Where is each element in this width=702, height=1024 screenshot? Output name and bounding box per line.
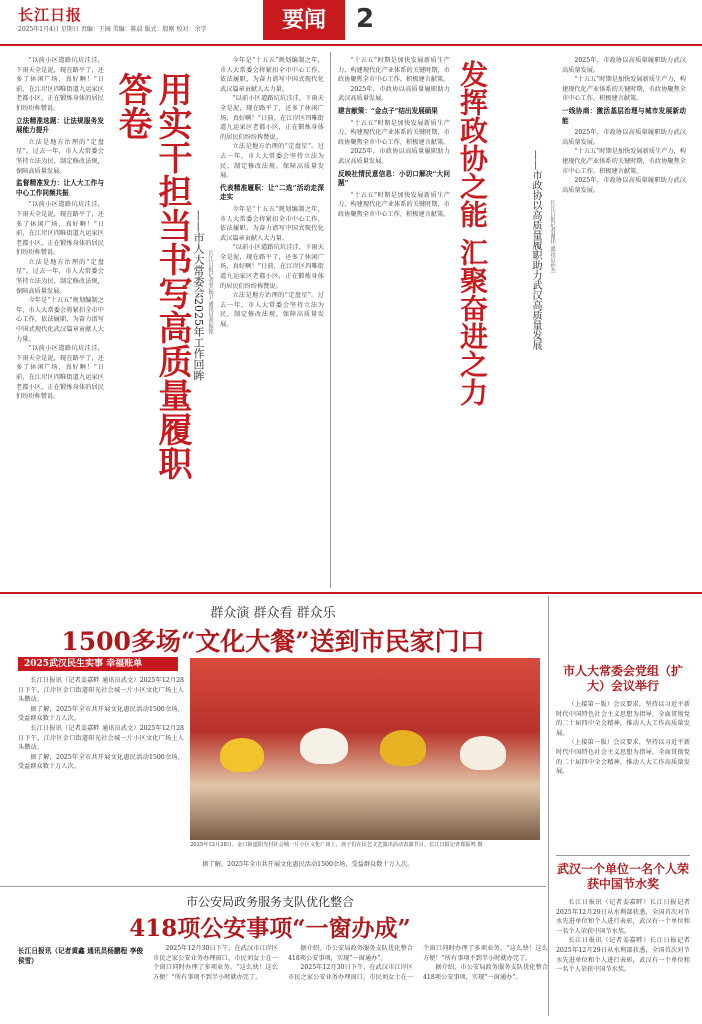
lead-article-column-2 bbox=[220, 56, 324, 591]
lead-paragraph: 立法是地方治理的“定盘星”。过去一年，市人大常委会坚持立法为民，制定修改法规，保障高质量发展。 bbox=[220, 143, 324, 180]
right-paragraph: 2025年，市政协以高质量履职助力武汉高质量发展。 bbox=[562, 57, 686, 74]
right-subheadline: ——市政协以高质量履职助力武汉高质量发展 bbox=[530, 150, 541, 350]
band-paragraph: 据了解，2025年全市共开展文化惠民活动1500余场，受益群众数十万人次。 bbox=[18, 753, 184, 771]
side-headline-2: 武汉一个单位一名个人荣获中国节水奖 bbox=[556, 862, 689, 891]
right-article-column-2 bbox=[562, 56, 686, 590]
right-subhead-2: 一线协商：激活基层治理与城市发展新动能 bbox=[562, 106, 686, 125]
right-paragraph: 2025年，市政协以高质量履职助力武汉高质量发展。 bbox=[562, 177, 686, 194]
right-paragraph: “十五五”时期是加快发展新质生产力，构建现代化产业体系的关键时期，市政协聚焦全市中心工作，积极建言献策。 bbox=[562, 148, 686, 175]
divider bbox=[0, 886, 546, 887]
lead-paragraph: 立法是地方治理的“定盘星”。过去一年，市人大常委会坚持立法为民，制定修改法规，保障高质量发展。 bbox=[16, 258, 104, 295]
lion-head-icon bbox=[460, 736, 506, 770]
right-headline: 发挥政协之能 汇聚奋进之力 bbox=[456, 60, 489, 406]
right-byline: 长江日报记者谢伟 通讯员孙杰 bbox=[549, 200, 555, 274]
photo-caption: 2025年12月28日，金口街道阳光村社会城一片小区文化广场上，孩子们在民艺文艺演出活动表演节目。长江日报记者郑振鸣 摄 bbox=[190, 842, 483, 848]
bottom-paragraph: 据介绍，市公安局政务服务支队优化整合418项公安事项，实现“一窗通办”。 bbox=[423, 964, 548, 981]
section-title: 要闻 bbox=[263, 0, 345, 40]
divider bbox=[556, 855, 690, 856]
side-paragraph: 长江日报讯（记者姜嘉畔）长江日报记者2025年12月29日从水利部获悉，全国首次对节水先进单位和个人进行表彰，武汉有一个单位和一名个人荣获中国节水奖。 bbox=[556, 899, 690, 935]
lion-head-icon bbox=[300, 728, 348, 764]
right-paragraph: 2025年，市政协以高质量履职助力武汉高质量发展。 bbox=[338, 85, 450, 103]
side-headline-1: 市人大常委会党组（扩大）会议举行 bbox=[562, 664, 683, 693]
right-paragraph: 2025年，市政协以高质量履职助力武汉高质量发展。 bbox=[338, 148, 450, 165]
bottom-paragraph: 据介绍，市公安局政务服务支队优化整合418项公安事项，实现“一窗通办”。 bbox=[288, 945, 413, 962]
lion-head-icon bbox=[380, 730, 426, 766]
band-headline: 1500多场“文化大餐”送到市民家门口 bbox=[61, 627, 485, 656]
side-paragraph: 长江日报讯（记者姜嘉畔）长江日报记者2025年12月29日从水利部获悉，全国首次对节水先进单位和个人进行表彰，武汉有一个单位和一名个人荣获中国节水奖。 bbox=[556, 937, 690, 974]
right-subhead-3: 反映社情民意信息：小切口解决“大问题” bbox=[338, 169, 450, 188]
bottom-paragraph: 2025年12月30日下午，在武汉市江岸区市民之家公安业务办理窗口，市民刘女士在一个窗口同时办理了多项业务。“这么快！这么方便！”所有事项不到半小时就办完了。 bbox=[288, 945, 548, 981]
lion-head-icon bbox=[220, 738, 264, 772]
band-article-text-below bbox=[190, 860, 540, 888]
lead-paragraph: 今年是“十五五”规划编制之年，市人大常委会将紧扣全市中心工作，依法履职，为奋力谱写中国式现代化武汉篇章贡献人大力量。 bbox=[220, 205, 324, 242]
right-paragraph: “十五五”时期是加快发展新质生产力，构建现代化产业体系的关键时期，市政协聚焦全市中心工作，积极建言献策。 bbox=[338, 191, 450, 218]
lion-dance-photo bbox=[190, 658, 540, 840]
side-article-text-2 bbox=[556, 898, 690, 1018]
bottom-byline: 长江日报讯（记者黄鑫 通讯员杨鹏程 李俊 侯雪） bbox=[18, 947, 143, 965]
band-paragraph: 长江日报讯（记者姜嘉畔 通讯员武文）2025年12月28日下午，江岸区金口街道阳光社会城一片小区文化广场上人头攒动。 bbox=[18, 724, 184, 752]
column-divider bbox=[330, 52, 331, 588]
right-paragraph: “十五五”时期是加快发展新质生产力，构建现代化产业体系的关键时期，市政协聚焦全市中心工作，积极建言献策。 bbox=[338, 119, 450, 146]
side-paragraph: （上接第一版）会议要求，坚持以习近平新时代中国特色社会主义思想为指导，全面贯彻党的二十届四中全会精神，推动人大工作高质量发展。 bbox=[556, 739, 690, 776]
lead-paragraph: “以前小区道路坑坑洼洼，下雨天全是泥，现在路平了，还多了休闲广场，真好啊！”日前，在江岸区四唯街道九运家区老都小区，正在锻炼身体的居民们纷纷称赞说。 bbox=[220, 244, 324, 290]
right-article-column-1 bbox=[338, 56, 450, 590]
side-paragraph: （上接第一版）会议要求，坚持以习近平新时代中国特色社会主义思想为指导，全面贯彻党的二十届四中全会精神，推动人大工作高质量发展。 bbox=[556, 701, 690, 737]
lead-article-column-1 bbox=[16, 56, 104, 586]
bottom-article-text bbox=[18, 944, 548, 1020]
lead-headline: 用实干担当书写高质量履职答卷 bbox=[112, 72, 192, 480]
bottom-headline: 418项公安事项“一窗办成” bbox=[129, 915, 411, 942]
masthead bbox=[0, 0, 702, 46]
lead-subhead-2: 监督精准发力：让人大工作与中心工作同频共振 bbox=[16, 179, 104, 197]
bottom-kicker: 市公安局政务服务支队优化整合 bbox=[185, 895, 354, 909]
lead-paragraph: 今年是“十五五”规划编制之年，市人大常委会将紧扣全市中心工作，依法履职，为奋力谱写中国式现代化武汉篇章贡献人大力量。 bbox=[220, 57, 324, 93]
lead-paragraph: 立法是地方治理的“定盘星”。过去一年，市人大常委会坚持立法为民，制定修改法规，保障高质量发展。 bbox=[16, 138, 104, 175]
dateline: 2025年1月4日 星期日 责编：王园 美编：陈晨 版式：殷刚 校对：余学 bbox=[18, 26, 207, 33]
band-divider bbox=[0, 592, 702, 594]
band-paragraph: 据了解，2025年全市共开展文化惠民活动1500余场，受益群众数十万人次。 bbox=[202, 861, 414, 868]
livelihood-tag: 2025武汉民生实事 幸福账单 bbox=[18, 657, 178, 671]
lead-paragraph: 今年是“十五五”规划编制之年，市人大常委会将紧扣全市中心工作，依法履职，为奋力谱写中国式现代化武汉篇章贡献人大力量。 bbox=[16, 297, 104, 343]
right-subhead-1: 建言献策：“金点子”结出发展硕果 bbox=[338, 106, 438, 115]
lead-paragraph: “以前小区道路坑坑洼洼，下雨天全是泥，现在路平了，还多了休闲广场，真好啊！”日前，在江岸区四唯街道九运家区老都小区，正在锻炼身体的居民们纷纷称赞说。 bbox=[220, 95, 324, 141]
band-kicker: 群众演 群众看 群众乐 bbox=[210, 606, 336, 621]
right-paragraph: 2025年，市政协以高质量履职助力武汉高质量发展。 bbox=[562, 129, 686, 146]
bottom-paragraph: 2025年12月30日下午，在武汉市江岸区市民之家公安业务办理窗口，市民刘女士在一个窗口同时办理了多项业务。“这么快！这么方便！”所有事项不到半小时就办完了。 bbox=[153, 945, 278, 981]
newspaper-logo: 长江日报 bbox=[18, 6, 83, 24]
band-paragraph: 长江日报讯（记者姜嘉畔 通讯员武文）2025年12月28日下午，江岸区金口街道阳光社会城一片小区文化广场上人头攒动。 bbox=[18, 677, 184, 704]
lead-paragraph: 立法是地方治理的“定盘星”。过去一年，市人大常委会坚持立法为民，制定修改法规，保障高质量发展。 bbox=[220, 292, 324, 329]
right-paragraph: “十五五”时期是加快发展新质生产力，构建现代化产业体系的关键时期，市政协聚焦全市中心工作，积极建言献策。 bbox=[562, 76, 686, 103]
lead-paragraph: “以前小区道路坑坑洼洼，下雨天全是泥，现在路平了，还多了休闲广场，真好啊！”日前，在江岸区四唯街道九运家区老都小区，正在锻炼身体的居民们纷纷称赞说。 bbox=[16, 201, 104, 257]
lead-subheadline: ——市人大常委会2025年工作回眸 bbox=[192, 210, 205, 381]
lead-subhead-3: 代表精准履职：让“二选”活动走深走实 bbox=[220, 183, 324, 202]
lead-paragraph: “以前小区道路坑坑洼洼，下雨天全是泥，现在路平了，还多了休闲广场，真好啊！”日前，在江岸区四唯街道九运家区老都小区，正在锻炼身体的居民们纷纷称赞说。 bbox=[16, 57, 104, 112]
lead-subhead-1: 立法精准选题：让法规服务发展能力提升 bbox=[16, 116, 104, 135]
lead-paragraph: “以前小区道路坑坑洼洼，下雨天全是泥，现在路平了，还多了休闲广场，真好啊！”日前，在江岸区四唯街道九运家区老都小区，正在锻炼身体的居民们纷纷称赞说。 bbox=[16, 345, 104, 401]
lead-byline: 长江日报记者罗振卫 通讯员黄振铭 bbox=[207, 250, 213, 335]
page-number: 2 bbox=[356, 4, 375, 34]
band-article-text bbox=[18, 676, 184, 882]
band-paragraph: 据了解，2025年全市共开展文化惠民活动1500余场，受益群众数十万人次。 bbox=[18, 705, 184, 723]
right-paragraph: “十五五”时期是加快发展新质生产力，构建现代化产业体系的关键时期，市政协聚焦全市中心工作，积极建言献策。 bbox=[338, 57, 450, 84]
column-divider bbox=[548, 596, 549, 1016]
side-article-text-1 bbox=[556, 700, 690, 850]
